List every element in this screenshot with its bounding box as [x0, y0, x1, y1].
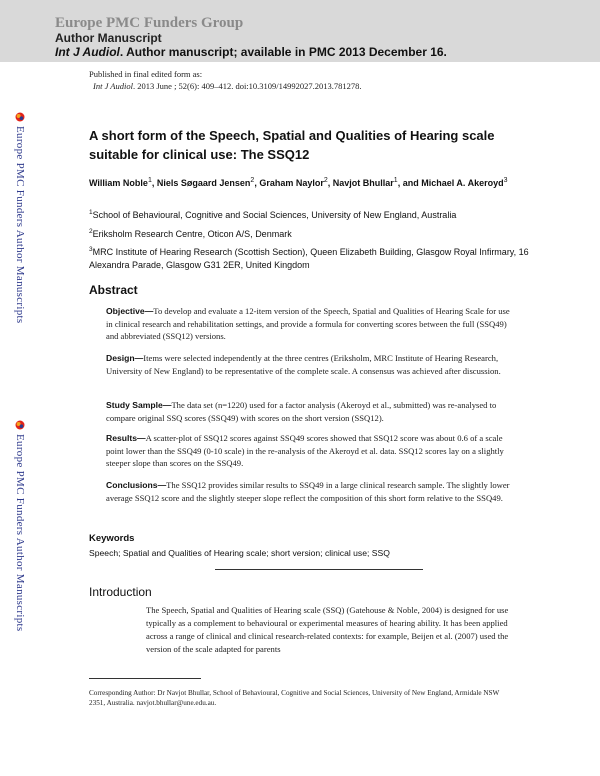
- published-citation: [89, 80, 362, 92]
- author: Niels Søgaard Jensen$^2$: [156, 177, 255, 188]
- introduction-heading: Introduction: [89, 585, 152, 599]
- author: Graham Naylor$^2$: [259, 177, 328, 188]
- abstract-objective: Objective—To develop and evaluate a 12-item version of the Speech, Spatial and Qualities of Hearing Scale for use in clinical research and rehabilitation settings, and provide a formula for converting scores between the full (SSQ49) and abbreviated (SSQ12) versions.: [106, 306, 510, 341]
- sidebar-text: Europe PMC Funders Author Manuscripts: [14, 126, 26, 324]
- keywords-list: Speech; Spatial and Qualities of Hearing scale; short version; clinical use; SSQ: [89, 548, 390, 558]
- published-label: Published in final edited form as:: [89, 69, 203, 79]
- funders-group-name: Europe PMC Funders Group: [55, 15, 244, 31]
- abstract-design: Design—Items were selected independently at the three centres (Eriksholm, MRC Institute of Hearing Research, University of New England) to be representative of the complete scale. A consensus was achieved after discussion.: [106, 353, 501, 376]
- affiliation: $^1$School of Behavioural, Cognitive and Social Sciences, University of New England, Australia: [89, 209, 457, 220]
- affiliation: $^2$Eriksholm Research Centre, Oticon A/S, Denmark: [89, 228, 292, 239]
- affiliation: $^3$MRC Institute of Hearing Research (Scottish Section), Queen Elizabeth Building, Glasgow Royal Infirmary, 16 Alexandra Parade, Glasgow G31 2ER, United Kingdom: [89, 246, 529, 270]
- pmc-logo-icon: [15, 420, 25, 430]
- citation-journal: Int J Audiol: [55, 45, 120, 59]
- article-title: A short form of the Speech, Spatial and Qualities of Hearing scale suitable for clinical use: The SSQ12: [89, 128, 495, 162]
- abstract-study-sample: Study Sample—The data set (n=1220) used for a factor analysis (Akeroyd et al., submitted) was re-analysed to compare original SSQ scores (SSQ49) with scores on the short version (SSQ12).: [106, 400, 497, 423]
- keywords-heading: Keywords: [89, 533, 135, 544]
- author: Michael A. Akeroyd$^3$: [421, 177, 508, 188]
- published-info: [89, 68, 362, 92]
- abstract-results: Results—A scatter-plot of SSQ12 scores against SSQ49 scores showed that SSQ12 score was about 0.6 of a scale point lower than the SSQ49 (0-10 scale) in the re-analysis of the Akeroyd et al. data. SSQ12 scores lay on a slightly steeper slope than scores on the SSQ49.: [106, 433, 504, 468]
- author-list: William Noble$^1$, Niels Søgaard Jensen$^2$, Graham Naylor$^2$, Navjot Bhullar$^1$, and Michael A. Akeroyd$^3$: [89, 177, 508, 188]
- pmc-logo-icon: [15, 112, 25, 122]
- manuscript-type: Author Manuscript: [55, 31, 162, 45]
- published-journal: Int J Audiol: [93, 81, 133, 91]
- funders-header: [0, 0, 600, 62]
- introduction-paragraph: The Speech, Spatial and Qualities of Hearing scale (SSQ) (Gatehouse & Noble, 2004) is designed for use typically as a complement to behavioural or experimental measures of hearing ability. It has been applied across a range of clinical and clinical research-related contexts: for example, Beijen et al. (2007) used the version of the scale adapted for parents: [146, 605, 509, 654]
- footnote-divider: [89, 678, 201, 679]
- corresponding-author-footnote: Corresponding Author: Dr Navjot Bhullar, School of Behavioural, Cognitive and Social Sciences, University of New England, Armidale NSW 2351, Australia. navjot.bhullar@une.edu.au.: [89, 689, 500, 707]
- citation-line: [55, 45, 447, 59]
- published-details: . 2013 June ; 52(6): 409–412. doi:10.3109/14992027.2013.781278.: [132, 81, 362, 91]
- sidebar-watermark-bottom: [10, 420, 30, 631]
- sidebar-text: Europe PMC Funders Author Manuscripts: [14, 434, 26, 632]
- abstract-heading: Abstract: [89, 283, 138, 297]
- citation-rest: . Author manuscript; available in PMC 2013 December 16.: [119, 45, 447, 59]
- author: Navjot Bhullar$^1$: [332, 177, 398, 188]
- section-divider: [215, 569, 423, 570]
- author: William Noble$^1$: [89, 177, 152, 188]
- sidebar-watermark-top: [10, 112, 30, 323]
- abstract-conclusions: Conclusions—The SSQ12 provides similar results to SSQ49 in a large clinical research sample. The slightly lower average SSQ12 score and the slightly steeper slope reflect the composition of this short form relative to the SSQ49.: [106, 480, 510, 503]
